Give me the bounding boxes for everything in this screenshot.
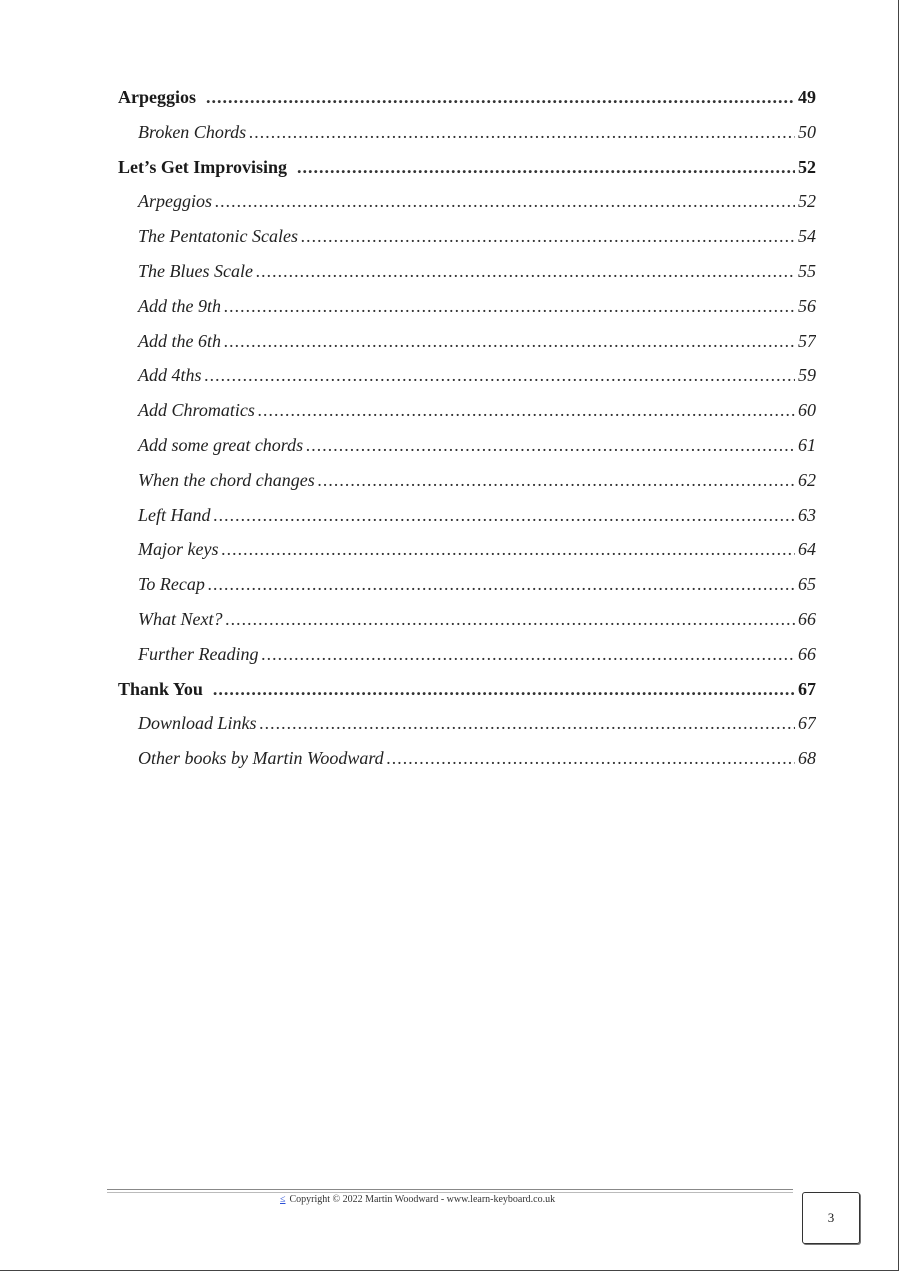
- toc-entry[interactable]: [118, 463, 816, 498]
- toc-entry[interactable]: [118, 115, 816, 150]
- toc-dot-leader: [205, 358, 795, 393]
- toc-entry[interactable]: [118, 184, 816, 219]
- toc-dot-leader: [306, 428, 795, 463]
- toc-entry-page: 54: [798, 226, 816, 247]
- toc-dot-leader: [206, 80, 795, 115]
- toc-entry-title: Major keys: [138, 539, 219, 560]
- toc-entry[interactable]: [118, 498, 816, 533]
- toc-entry-page: 49: [798, 87, 816, 107]
- toc-entry-title: Add 4ths: [138, 365, 202, 386]
- toc-entry-title: Add some great chords: [138, 434, 304, 455]
- toc-entry-page: 61: [798, 434, 816, 455]
- copyright-text: Copyright © 2022 Martin Woodward - www.learn-keyboard.co.uk: [289, 1194, 556, 1205]
- toc-dot-leader: [224, 289, 795, 324]
- toc-entry-page: 63: [798, 504, 816, 525]
- toc-dot-leader: [224, 324, 795, 359]
- toc-entry[interactable]: [118, 324, 816, 359]
- toc-entry-title: When the chord changes: [138, 469, 315, 490]
- toc-entry-title: What Next?: [138, 608, 223, 629]
- page-number: 3: [827, 1210, 835, 1225]
- toc-entry[interactable]: [118, 532, 816, 567]
- footer-divider: [107, 1189, 793, 1193]
- toc-entry-title: Left Hand: [138, 504, 211, 525]
- toc-entry[interactable]: [118, 393, 816, 428]
- toc-entry[interactable]: [118, 254, 816, 289]
- toc-entry-title: Further Reading: [138, 643, 259, 664]
- toc-entry[interactable]: [118, 602, 816, 637]
- toc-entry[interactable]: [118, 80, 816, 115]
- back-link-icon[interactable]: ≤: [280, 1194, 286, 1205]
- footer: [280, 1194, 555, 1205]
- toc-entry-page: 65: [798, 574, 816, 595]
- toc-dot-leader: [387, 741, 795, 776]
- toc-entry-page: 60: [798, 400, 816, 421]
- toc-dot-leader: [249, 115, 795, 150]
- toc-entry-title: Add the 9th: [138, 295, 221, 316]
- toc-dot-leader: [221, 532, 795, 567]
- toc-entry-page: 56: [798, 295, 816, 316]
- toc-entry[interactable]: [118, 672, 816, 707]
- toc-entry-page: 64: [798, 539, 816, 560]
- toc-entry[interactable]: [118, 150, 816, 185]
- toc-entry-title: Other books by Martin Woodward: [138, 748, 384, 769]
- toc-entry-page: 68: [798, 748, 816, 769]
- toc-entry-page: 57: [798, 330, 816, 351]
- toc-entry-page: 67: [798, 713, 816, 734]
- toc-entry[interactable]: [118, 358, 816, 393]
- toc-entry[interactable]: [118, 741, 816, 776]
- toc-entry-title: Let’s Get Improvising: [118, 156, 287, 177]
- toc-dot-leader: [261, 637, 795, 672]
- toc-entry-page: 59: [798, 365, 816, 386]
- toc-entry-title: Broken Chords: [138, 121, 247, 142]
- toc-dot-leader: [208, 567, 795, 602]
- toc-entry-page: 50: [798, 121, 816, 142]
- toc-entry-title: The Pentatonic Scales: [138, 226, 298, 247]
- toc-entry-title: The Blues Scale: [138, 260, 253, 281]
- toc-entry-page: 62: [798, 469, 816, 490]
- toc-entry-page: 66: [798, 643, 816, 664]
- toc-dot-leader: [301, 219, 795, 254]
- toc-entry[interactable]: [118, 637, 816, 672]
- toc-dot-leader: [256, 254, 795, 289]
- toc-entry-title: Arpeggios: [118, 87, 196, 107]
- toc-entry[interactable]: [118, 289, 816, 324]
- toc-entry-title: Arpeggios: [138, 191, 212, 212]
- toc-entry[interactable]: [118, 428, 816, 463]
- page-number-box: [802, 1192, 860, 1244]
- toc-entry-title: To Recap: [138, 574, 205, 595]
- toc-entry-title: Add Chromatics: [138, 400, 255, 421]
- toc-entry-page: 55: [798, 260, 816, 281]
- toc-entry[interactable]: [118, 567, 816, 602]
- toc-dot-leader: [297, 150, 795, 185]
- toc-entry[interactable]: [118, 219, 816, 254]
- toc-dot-leader: [214, 498, 795, 533]
- toc-dot-leader: [318, 463, 795, 498]
- toc-entry[interactable]: [118, 706, 816, 741]
- toc-dot-leader: [215, 184, 795, 219]
- toc-dot-leader: [258, 393, 795, 428]
- toc-entry-title: Add the 6th: [138, 330, 221, 351]
- toc-dot-leader: [225, 602, 795, 637]
- toc-entry-title: Thank You: [118, 678, 203, 699]
- table-of-contents: [118, 80, 816, 776]
- toc-dot-leader: [213, 672, 795, 707]
- toc-entry-page: 66: [798, 608, 816, 629]
- toc-entry-page: 52: [798, 191, 816, 212]
- toc-dot-leader: [260, 706, 795, 741]
- toc-entry-title: Download Links: [138, 713, 257, 734]
- toc-entry-page: 52: [798, 156, 816, 177]
- toc-entry-page: 67: [798, 678, 816, 699]
